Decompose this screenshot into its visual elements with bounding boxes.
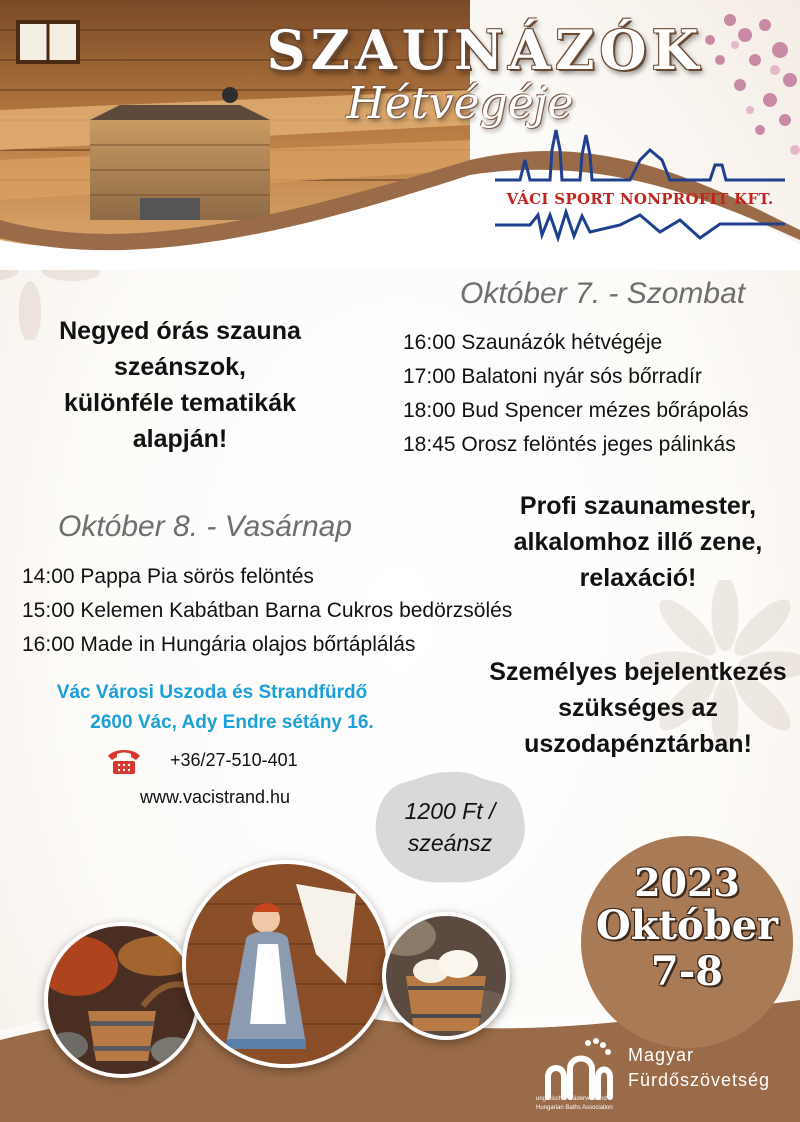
bucket-towels-photo	[382, 912, 510, 1040]
intro-text	[50, 313, 310, 457]
venue-name: Vác Városi Uszoda és Strandfürdő	[56, 682, 368, 703]
venue-website-link[interactable]: www.vacistrand.hu	[140, 787, 291, 807]
venue-phone[interactable]: +36/27-510-401	[170, 750, 298, 770]
price-line: szeánsz	[407, 830, 493, 856]
sunday-schedule	[22, 560, 582, 662]
saturday-schedule	[403, 326, 793, 462]
sunday-heading: Október 8. - Vasárnap	[58, 510, 353, 543]
intro-line: Negyed órás szauna	[59, 317, 301, 345]
association-name-line2: Fürdőszövetség	[628, 1070, 771, 1090]
sauna-master-photo	[182, 860, 390, 1068]
telephone-icon	[104, 746, 144, 776]
highlight-line: Profi szaunamester,	[519, 492, 757, 520]
wooden-bucket-photo	[44, 922, 200, 1078]
schedule-item: 14:00 Pappa Pia sörös felöntés	[22, 565, 314, 588]
schedule-item: 18:45 Orosz felöntés jeges pálinkás	[403, 433, 736, 456]
highlight-line: alkalomhoz illő zene,	[513, 528, 763, 556]
highlight-line: relaxáció!	[579, 564, 697, 592]
saturday-heading: Október 7. - Szombat	[460, 277, 746, 310]
event-days: 7-8	[650, 948, 724, 995]
price-line: 1200 Ft /	[404, 798, 496, 824]
schedule-item: 18:00 Bud Spencer mézes bőrápolás	[403, 399, 749, 422]
intro-line: alapján!	[132, 425, 228, 453]
event-month: Október	[595, 902, 779, 949]
intro-line: különféle tematikák	[63, 389, 297, 417]
registration-line: uszodapénztárban!	[524, 730, 752, 758]
registration-line: Személyes bejelentkezés	[489, 658, 787, 686]
registration-line: szükséges az	[558, 694, 718, 722]
venue-address: 2600 Vác, Ady Endre sétány 16.	[90, 712, 374, 733]
schedule-item: 16:00 Szaunázók hétvégéje	[403, 331, 663, 354]
schedule-item: 17:00 Balatoni nyár sós bőrradír	[403, 365, 702, 388]
event-year: 2023	[634, 860, 740, 905]
organizer-name: VÁCI SPORT NONPROFIT KFT.	[506, 190, 774, 208]
association-subtitle-line1: ungarischer Bäderverband	[536, 1096, 607, 1102]
schedule-item: 15:00 Kelemen Kabátban Barna Cukros bedörzsölés	[22, 599, 513, 622]
association-name-line1: Magyar	[628, 1045, 695, 1065]
price-text	[380, 795, 520, 859]
registration-text	[478, 654, 798, 762]
schedule-item: 16:00 Made in Hungária olajos bőrtáplálás	[22, 633, 416, 656]
intro-line: szeánszok,	[113, 353, 246, 381]
event-title: SZAUNÁZÓK	[266, 18, 704, 82]
association-subtitle-line2: Hungarian Baths Association	[536, 1105, 613, 1111]
event-subtitle: Hétvégéje	[346, 78, 574, 129]
